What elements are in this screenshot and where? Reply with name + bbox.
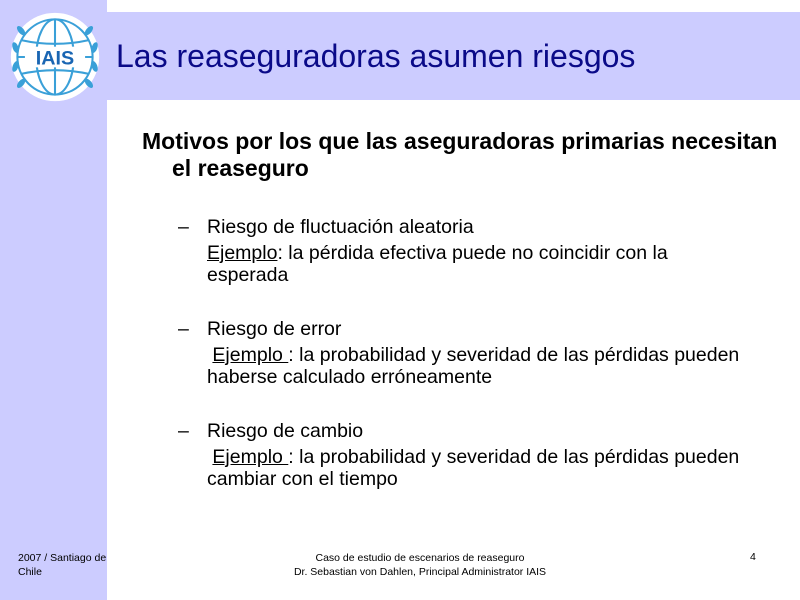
footer-caption-line2: Dr. Sebastian von Dahlen, Principal Administrator IAIS <box>293 566 547 578</box>
logo-text: IAIS <box>35 47 75 70</box>
footer-caption-line1: Caso de estudio de escenarios de reaseguro <box>315 552 525 564</box>
list-item-title: Riesgo de cambio <box>207 420 364 442</box>
iais-logo <box>8 10 102 104</box>
slide-title: Las reaseguradoras asumen riesgos <box>116 38 636 74</box>
list-item-title: Riesgo de fluctuación aleatoria <box>207 216 474 238</box>
section-heading: Motivos por los que las aseguradoras primarias necesitan el reaseguro <box>142 128 778 181</box>
example-text: : la probabilidad y severidad de las pérdidas pueden haberse calculado erróneamente <box>207 344 740 388</box>
list-item-title: Riesgo de error <box>207 318 342 340</box>
bullet-dash: – <box>178 216 189 238</box>
example-label: Ejemplo <box>207 242 278 264</box>
example-text: : la pérdida efectiva puede no coincidir con la esperada <box>207 242 668 286</box>
list-item-example <box>207 344 752 388</box>
page-number: 4 <box>750 551 756 563</box>
list-item-example <box>207 242 752 286</box>
footer-caption <box>230 551 610 579</box>
footer-date-location: 2007 / Santiago de Chile <box>18 552 107 578</box>
example-label: Ejemplo <box>212 446 289 468</box>
bullet-dash: – <box>178 318 189 340</box>
bullet-dash: – <box>178 420 189 442</box>
example-text: : la probabilidad y severidad de las pérdidas pueden cambiar con el tiempo <box>207 446 740 490</box>
list-item-example <box>207 446 752 490</box>
example-label: Ejemplo <box>212 344 289 366</box>
